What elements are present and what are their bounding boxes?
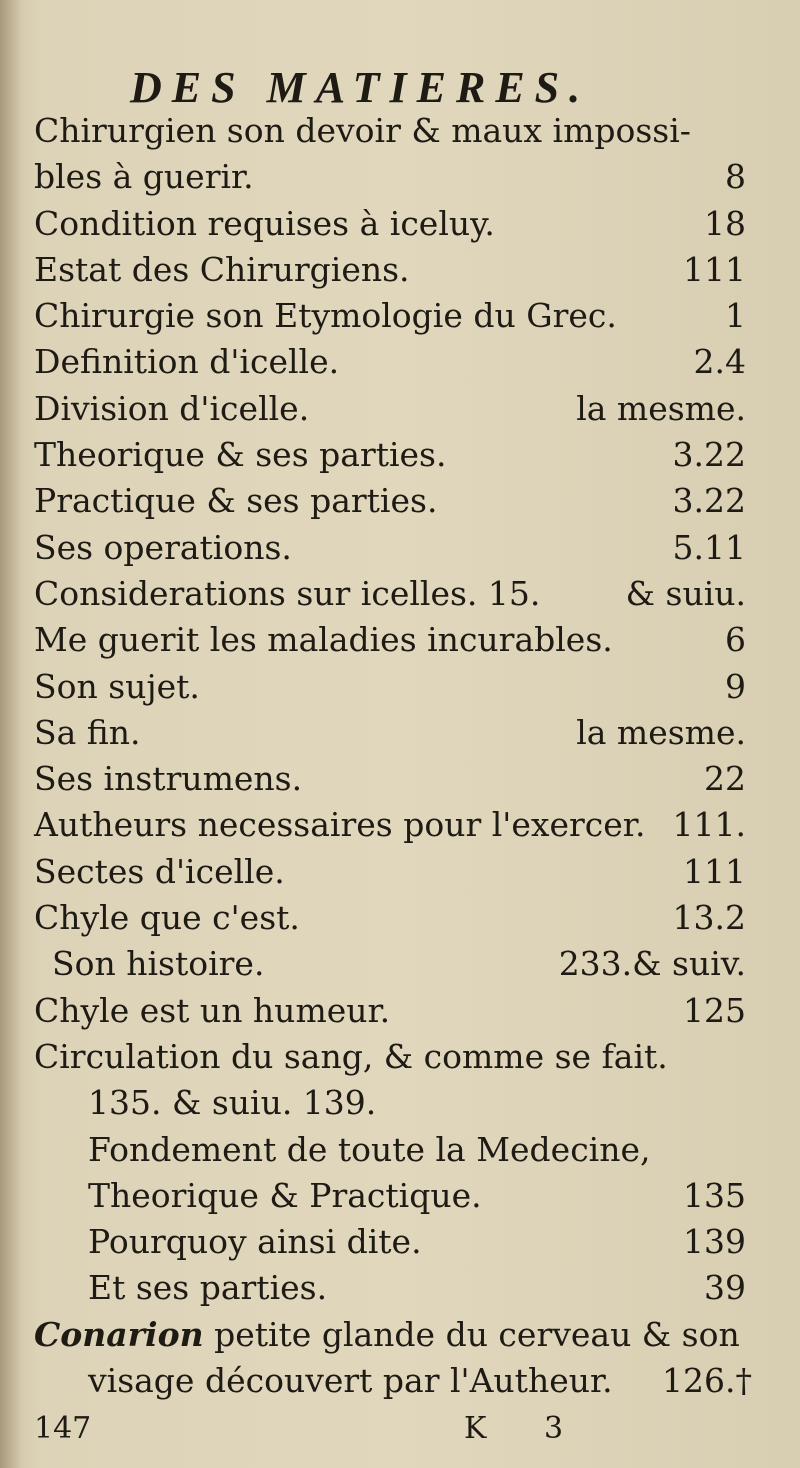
entry-label: Circulation du sang, & comme se fait. [34, 1036, 668, 1076]
entry-page: 8 [725, 157, 746, 197]
entry-text [34, 339, 339, 385]
entry-text [34, 293, 617, 339]
page-spine [0, 0, 22, 1468]
entry-text [34, 525, 292, 571]
entry-label: Theorique & Practique. [88, 1175, 482, 1215]
index-entries [34, 108, 752, 1404]
entry-label: Practique & ses parties. [34, 481, 438, 521]
entry-label: Fondement de toute la Medecine, [88, 1129, 651, 1169]
entry-page: 2.4 [693, 342, 746, 382]
entry-text [88, 1173, 482, 1219]
entry-page: la mesme. [576, 388, 746, 428]
index-entry [34, 571, 746, 617]
entry-page: 6 [725, 620, 746, 660]
page-footer [34, 1406, 746, 1452]
page-header: DES MATIERES. [130, 63, 591, 112]
entry-label: Chyle que c'est. [34, 898, 300, 938]
entry-label: 135. & suiu. 139. [88, 1083, 377, 1123]
index-entry [34, 664, 746, 710]
entry-text [34, 478, 437, 524]
entry-page: 9 [725, 666, 746, 706]
entry-page: 18 [704, 203, 746, 243]
entry-text [34, 247, 410, 293]
index-entry [34, 108, 746, 154]
entry-text [34, 1034, 668, 1080]
index-entry [34, 756, 746, 802]
entry-label: Chyle est un humeur. [34, 990, 391, 1030]
entry-label: Son histoire. [52, 944, 265, 984]
entry-page: 3.22 [672, 481, 746, 521]
index-entry [34, 386, 746, 432]
index-entry [34, 941, 746, 987]
entry-label: Ses instrumens. [34, 759, 303, 799]
index-entry [34, 1173, 746, 1219]
entry-label: Pourquoy ainsi dite. [88, 1222, 422, 1262]
entry-text [88, 1265, 327, 1311]
entry-text [88, 1358, 613, 1404]
entry-label: petite glande du cerveau & son [203, 1314, 740, 1354]
entry-label: Ses operations. [34, 527, 292, 567]
entry-text [34, 154, 254, 200]
entry-page: 135 [683, 1175, 746, 1215]
entry-page: la mesme. [576, 712, 746, 752]
entry-label: Considerations sur icelles. 15. [34, 573, 541, 613]
entry-text [34, 710, 141, 756]
entry-page: 111 [683, 851, 746, 891]
entry-text [34, 1312, 740, 1358]
index-entry [34, 432, 746, 478]
index-entry [34, 201, 746, 247]
index-entry [34, 1080, 746, 1126]
entry-label: Condition requises à iceluy. [34, 203, 495, 243]
entry-text [34, 108, 691, 154]
entry-page: 13.2 [672, 898, 746, 938]
index-entry [34, 525, 746, 571]
index-entry [34, 293, 746, 339]
entry-text [34, 386, 309, 432]
index-entry [34, 339, 746, 385]
index-entry [34, 802, 746, 848]
index-entry [34, 1034, 746, 1080]
entry-page: 3.22 [672, 435, 746, 475]
index-entry [34, 478, 746, 524]
index-entry [34, 1219, 746, 1265]
signature-number: 3 [544, 1411, 564, 1447]
entry-label: visage découvert par l'Autheur. [88, 1361, 613, 1401]
index-entry [34, 710, 746, 756]
entry-text [52, 941, 264, 987]
entry-text [34, 617, 613, 663]
entry-label: Sa fin. [34, 712, 141, 752]
entry-label: Theorique & ses parties. [34, 435, 447, 475]
entry-label: Autheurs necessaires pour l'exercer. [34, 805, 646, 845]
entry-page: & suiu. [625, 573, 746, 613]
entry-text [34, 988, 390, 1034]
entry-text [34, 664, 200, 710]
entry-label: Definition d'icelle. [34, 342, 340, 382]
signature-mark: K [464, 1411, 487, 1447]
index-entry [34, 895, 746, 941]
index-entry [34, 247, 746, 293]
entry-label: Division d'icelle. [34, 388, 310, 428]
entry-text [34, 895, 300, 941]
entry-text [34, 571, 540, 617]
index-entry [34, 1358, 752, 1404]
index-entry [34, 1265, 746, 1311]
entry-text [34, 201, 495, 247]
entry-text [34, 756, 302, 802]
entry-page: 233.& suiv. [558, 944, 746, 984]
entry-page: 39 [704, 1268, 746, 1308]
index-entry [34, 849, 746, 895]
entry-text [88, 1219, 422, 1265]
entry-page: 22 [704, 759, 746, 799]
entry-emphasis: Conarion [34, 1314, 204, 1354]
entry-label: Sectes d'icelle. [34, 851, 285, 891]
entry-label: Estat des Chirurgiens. [34, 249, 410, 289]
catchword: 147 [34, 1411, 92, 1447]
entry-text [88, 1127, 651, 1173]
index-entry [34, 988, 746, 1034]
entry-text [34, 849, 285, 895]
entry-text [34, 432, 446, 478]
entry-text [34, 802, 645, 848]
entry-label: bles à guerir. [34, 157, 254, 197]
index-entry [34, 1127, 746, 1173]
index-entry [34, 154, 746, 200]
entry-page: 126.† [662, 1361, 752, 1401]
entry-label: Chirurgien son devoir & maux impossi- [34, 111, 691, 150]
entry-label: Me guerit les maladies incurables. [34, 620, 613, 660]
entry-page: 139 [683, 1222, 746, 1262]
entry-page: 125 [683, 990, 746, 1030]
entry-label: Son sujet. [34, 666, 200, 706]
entry-page: 5.11 [672, 527, 746, 567]
entry-page: 1 [725, 296, 746, 336]
entry-page: 111 [683, 249, 746, 289]
index-entry [34, 1312, 746, 1358]
entry-label: Chirurgie son Etymologie du Grec. [34, 296, 617, 336]
index-entry [34, 617, 746, 663]
entry-label: Et ses parties. [88, 1268, 328, 1308]
entry-text [88, 1080, 376, 1126]
entry-page: 111. [672, 805, 746, 845]
